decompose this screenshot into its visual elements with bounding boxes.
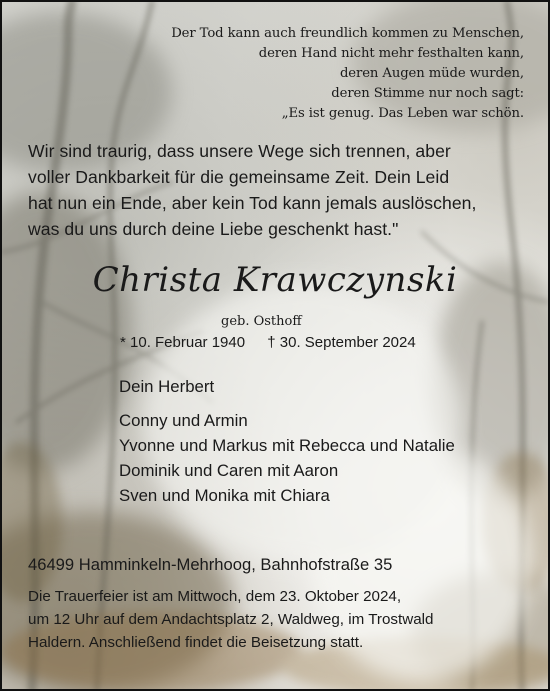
family-member: Dominik und Caren mit Aaron xyxy=(119,461,339,480)
death-date: † 30. September 2024 xyxy=(267,334,416,351)
quote-line: was du uns durch deine Liebe geschenkt hast." xyxy=(28,219,399,239)
poem-line: „Es ist genug. Das Leben war schön. xyxy=(281,106,524,121)
poem-line: deren Augen müde wurden, xyxy=(339,66,524,81)
service-line: um 12 Uhr auf dem Andachtsplatz 2, Waldweg, im Trostwald xyxy=(28,611,434,628)
family-member: Yvonne und Markus mit Rebecca und Natalie xyxy=(119,436,455,455)
mourning-address: 46499 Hamminkeln-Mehrhoog, Bahnhofstraße 35 xyxy=(28,555,393,574)
quote-line: voller Dankbarkeit für die gemeinsame Zeit. Dein Leid xyxy=(28,167,450,187)
poem-line: deren Hand nicht mehr festhalten kann, xyxy=(258,46,524,61)
deceased-name: Christa Krawczynski xyxy=(92,260,458,300)
mourners-list xyxy=(119,374,455,508)
funeral-service-info xyxy=(28,585,433,654)
service-line: Die Trauerfeier ist am Mittwoch, dem 23. Oktober 2024, xyxy=(28,588,402,605)
spouse: Dein Herbert xyxy=(119,377,215,396)
service-line: Haldern. Anschließend findet die Beisetzung statt. xyxy=(28,634,364,651)
quote-line: hat nun ein Ende, aber kein Tod kann jemals auslöschen, xyxy=(28,193,477,213)
family-member: Sven und Monika mit Chiara xyxy=(119,486,330,505)
birth-date: * 10. Februar 1940 xyxy=(120,334,246,351)
poem-line: Der Tod kann auch freundlich kommen zu Menschen, xyxy=(171,26,524,41)
quote-line: Wir sind traurig, dass unsere Wege sich trennen, aber xyxy=(28,141,451,161)
poem xyxy=(171,24,524,124)
maiden-name: geb. Osthoff xyxy=(221,314,302,329)
family-member: Conny und Armin xyxy=(119,411,248,430)
life-dates xyxy=(120,334,434,351)
poem-line: deren Stimme nur noch sagt: xyxy=(331,86,524,101)
farewell-quote xyxy=(28,138,476,242)
